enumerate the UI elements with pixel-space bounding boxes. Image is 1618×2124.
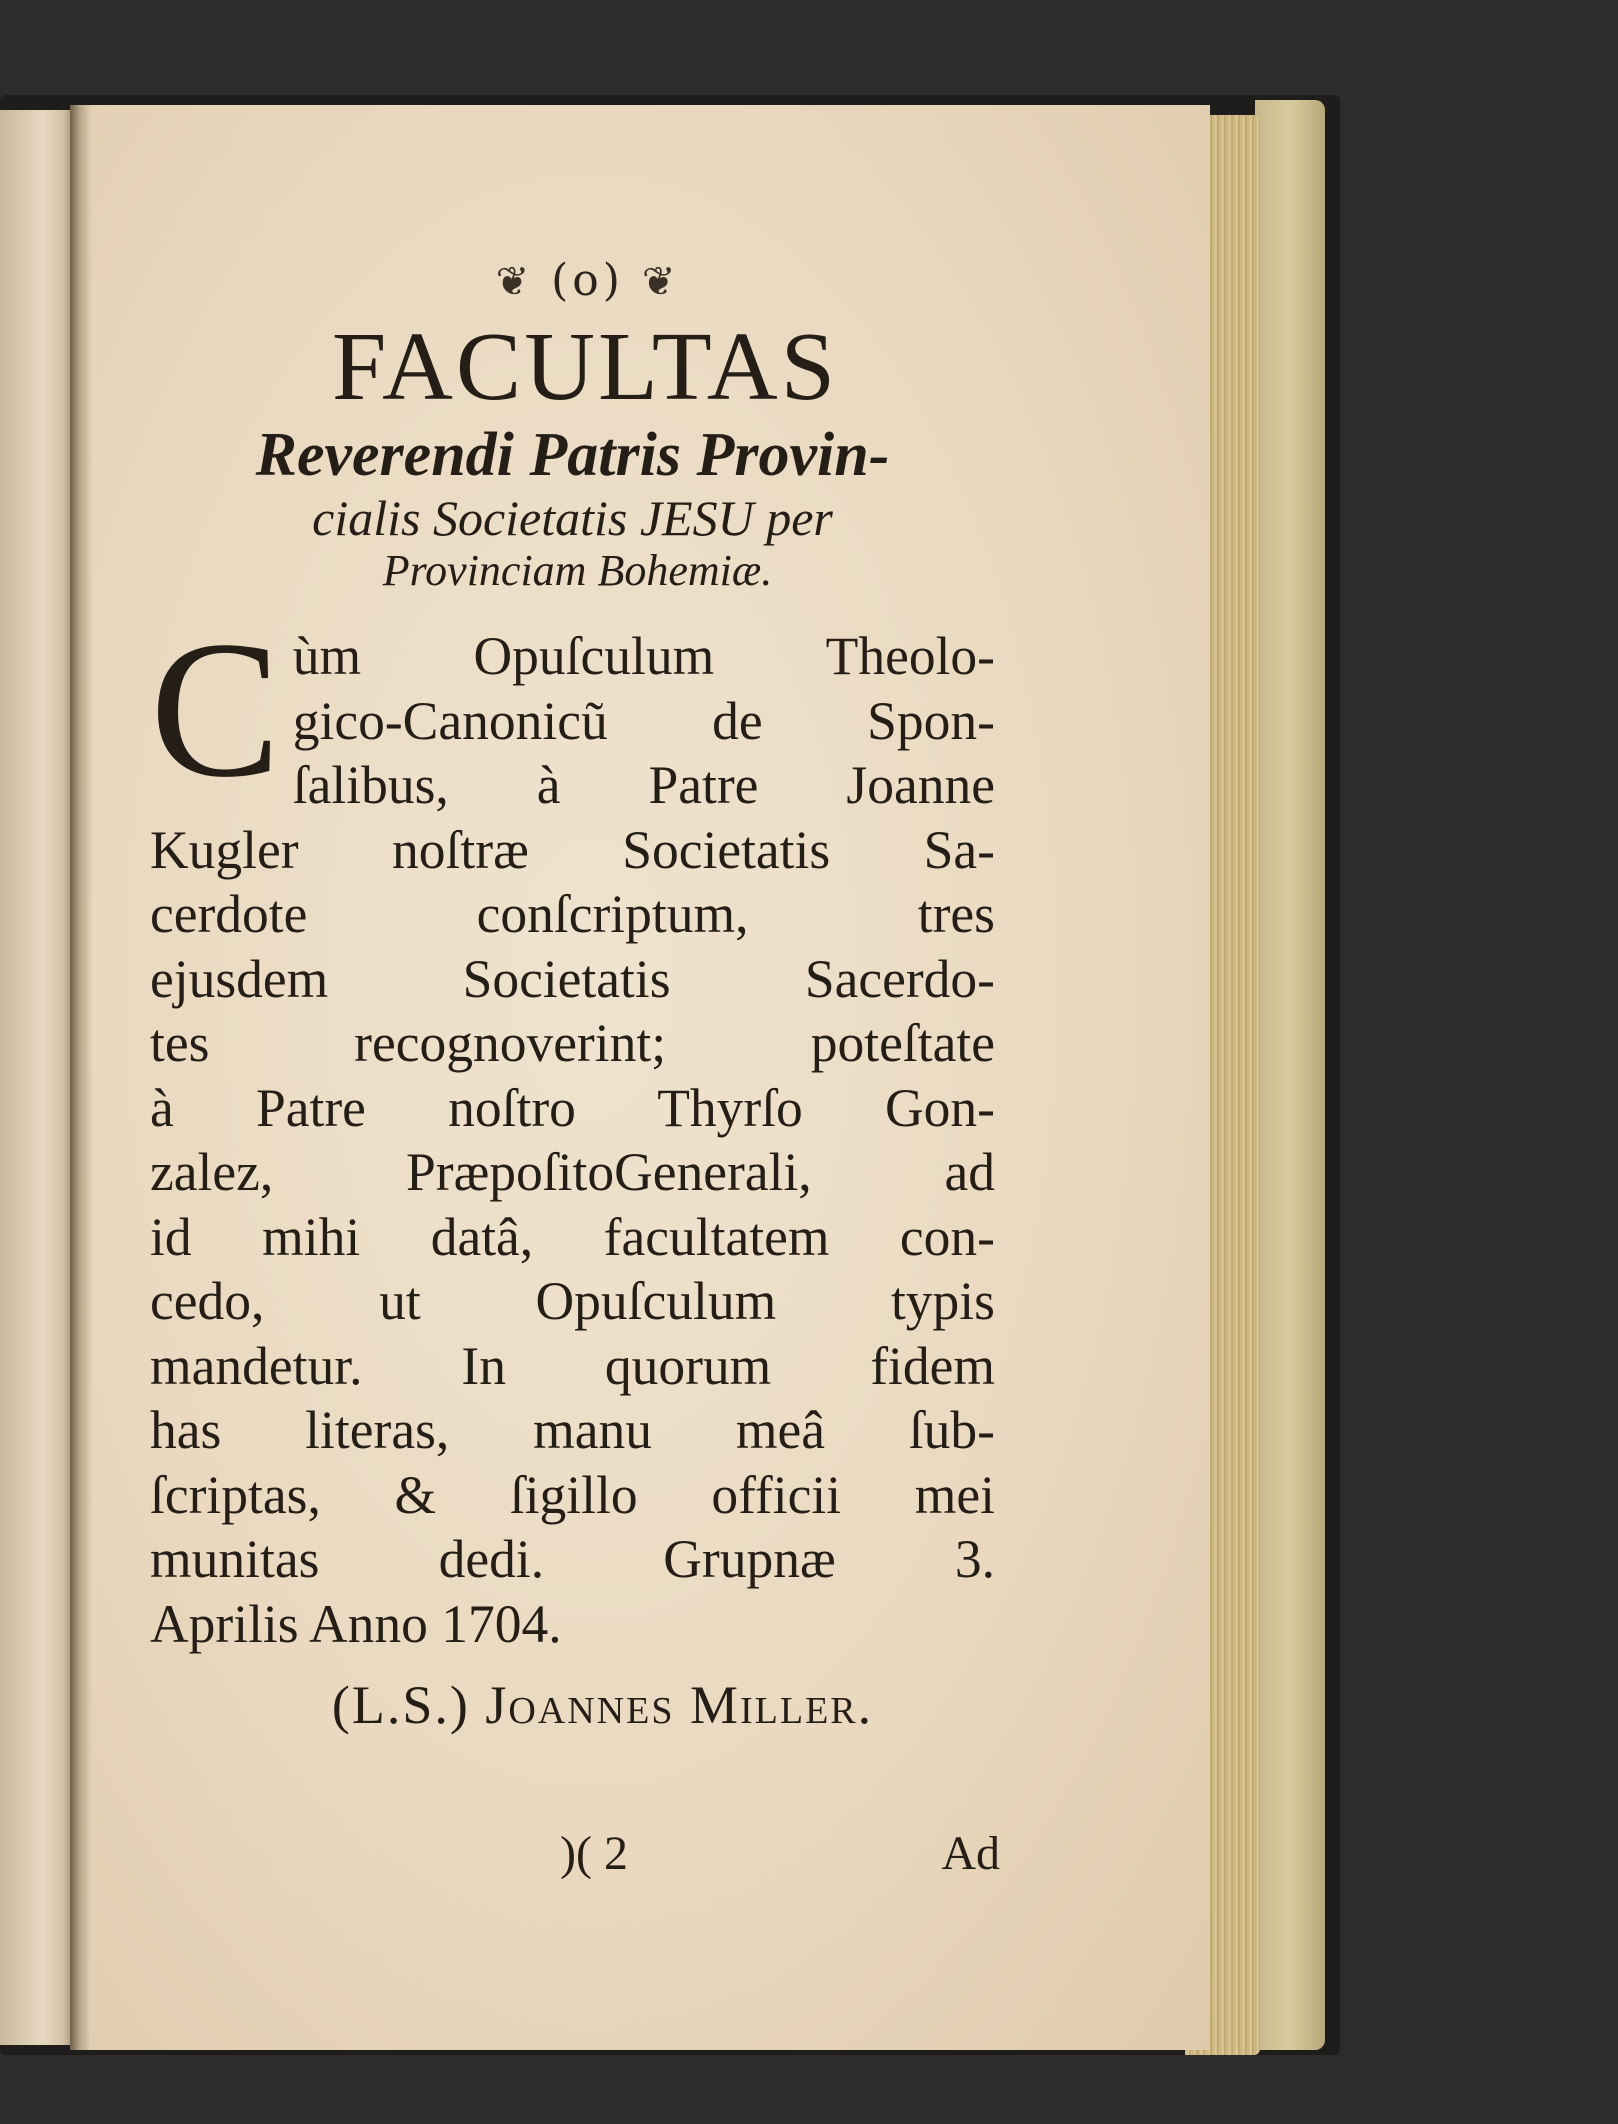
subtitle-line-2: cialis Societatis JESU per — [312, 489, 833, 546]
catchword: Ad — [941, 1827, 1000, 1880]
body-line: zalez, PræpoſitoGenerali, ad — [150, 1142, 995, 1203]
fleuron-right-icon: ❦ — [641, 259, 680, 305]
body-line: Kugler noſtræ Societatis Sa- — [150, 819, 995, 880]
page-header — [180, 255, 995, 306]
body-line: gico-Canonicũ de Spon- — [292, 690, 995, 751]
body-line: à Patre noſtro Thyrſo Gon- — [150, 1077, 995, 1138]
body-line: munitas dedi. Grupnæ 3. — [150, 1529, 995, 1590]
body-line: tes recognoverint; poteſtate — [150, 1013, 995, 1074]
body-line: ejusdem Societatis Sacerdo- — [150, 948, 995, 1009]
body-line: cedo, ut Opuſculum typis — [150, 1271, 995, 1332]
body-line: Aprilis Anno 1704. — [150, 1593, 562, 1654]
page-content — [150, 255, 995, 1736]
page-title: FACULTAS — [331, 313, 839, 421]
body-line: id mihi datâ, facultatem con- — [150, 1206, 995, 1267]
book-cover-edge — [1255, 100, 1325, 2050]
body-line: ſalibus, à Patre Joanne — [292, 755, 995, 816]
seal-abbreviation: (L.S.) — [331, 1675, 470, 1736]
drop-cap-letter: C — [150, 601, 281, 819]
fleuron-left-icon: ❦ — [495, 259, 534, 305]
left-page-edge — [0, 110, 78, 2045]
body-line: ſcriptas, & ſigillo officii mei — [150, 1464, 995, 1525]
body-line: ùm Opuſculum Theolo- — [292, 626, 995, 687]
body-paragraph — [150, 601, 995, 1656]
subtitle-line-1: Reverendi Patris Provin- — [255, 421, 890, 489]
book-gutter — [70, 105, 92, 2050]
body-line: cerdote conſcriptum, tres — [150, 884, 995, 945]
subtitle-line-3: Provinciam Bohemiæ. — [382, 545, 773, 595]
dropcap-block — [150, 601, 995, 819]
body-line: has literas, manu meâ ſub- — [150, 1400, 995, 1461]
page-marker: (o) — [551, 255, 624, 306]
body-line: mandetur. In quorum fidem — [150, 1335, 995, 1396]
signature-mark: )( 2 — [560, 1827, 628, 1880]
signature-line — [210, 1674, 995, 1736]
signatory-name: Joannes Miller. — [485, 1675, 874, 1736]
